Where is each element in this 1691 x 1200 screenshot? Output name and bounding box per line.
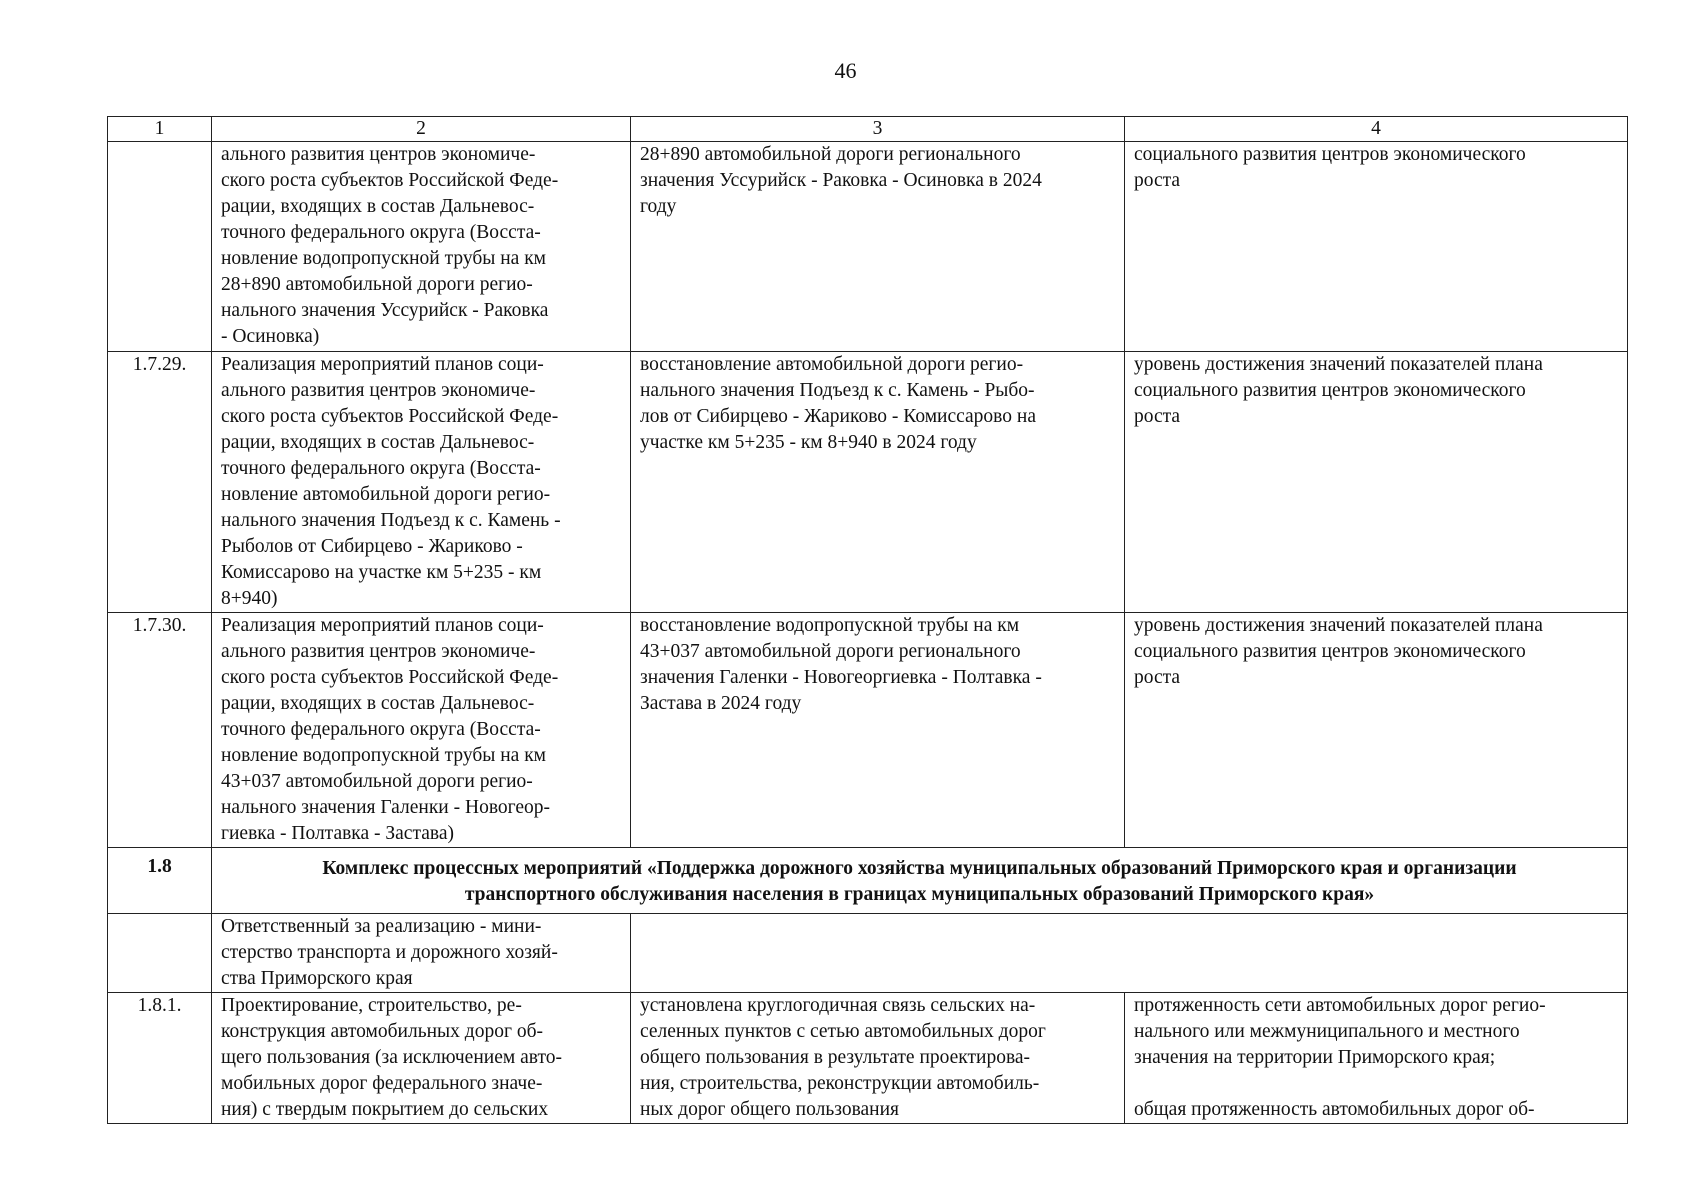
measure-indicator: социального развития центров экономического роста	[1125, 142, 1628, 352]
measure-indicator: уровень достижения значений показателей плана социального развития центров экономического роста	[1125, 613, 1628, 848]
section-number: 1.8	[108, 848, 212, 914]
section-title: Комплекс процессных мероприятий «Поддержка дорожного хозяйства муниципальных образований Приморского края и организации транспортного обслуживания населения в границах муниципальных образований Приморского края»	[212, 848, 1628, 914]
table-row	[108, 352, 1628, 613]
measure-result: 28+890 автомобильной дороги регионального значения Уссурийск - Раковка - Осиновка в 2024 году	[631, 142, 1125, 352]
measure-indicator: уровень достижения значений показателей плана социального развития центров экономического роста	[1125, 352, 1628, 613]
measure-name: Проектирование, строительство, ре- конструкция автомобильных дорог об- щего пользования (за исключением авто- мобильных дорог федерального значе- ния) с твердым покрытием до сельских	[212, 993, 631, 1124]
table-row	[108, 613, 1628, 848]
responsible-empty-span	[631, 914, 1628, 993]
table-row	[108, 142, 1628, 352]
row-number	[108, 142, 212, 352]
measure-name: Реализация мероприятий планов соци- ального развития центров экономиче- ского роста субъектов Российской Феде- рации, входящих в состав Дальневос- точного федерального округа (Восста- новление водопропускной трубы на км 43+037 автомобильной дороги регио- нального значения Галенки - Новогеор- гиевка - Полтавка - Застава)	[212, 613, 631, 848]
measures-table	[107, 116, 1628, 1124]
measure-result: установлена круглогодичная связь сельских на- селенных пунктов с сетью автомобильных дорог общего пользования в результате проектирова- ния, строительства, реконструкции автомобиль- ных дорог общего пользования	[631, 993, 1125, 1124]
table-row	[108, 993, 1628, 1124]
section-row	[108, 848, 1628, 914]
responsible-row	[108, 914, 1628, 993]
responsible-text: Ответственный за реализацию - мини- стерство транспорта и дорожного хозяй- ства Приморского края	[212, 914, 631, 993]
measure-result: восстановление водопропускной трубы на км 43+037 автомобильной дороги регионального значения Галенки - Новогеоргиевка - Полтавка - Застава в 2024 году	[631, 613, 1125, 848]
row-number: 1.7.29.	[108, 352, 212, 613]
column-number-3: 3	[631, 117, 1125, 142]
row-number: 1.8.1.	[108, 993, 212, 1124]
row-number: 1.7.30.	[108, 613, 212, 848]
measure-name: Реализация мероприятий планов соци- ального развития центров экономиче- ского роста субъектов Российской Феде- рации, входящих в состав Дальневос- точного федерального округа (Восста- новление автомобильной дороги регио- нального значения Подъезд к с. Камень - Рыболов от Сибирцево - Жариково - Комиссарово на участке км 5+235 - км 8+940)	[212, 352, 631, 613]
column-number-4: 4	[1125, 117, 1628, 142]
measure-name: ального развития центров экономиче- ского роста субъектов Российской Феде- рации, входящих в состав Дальневос- точного федерального округа (Восста- новление водопропускной трубы на км 28+890 автомобильной дороги регио- нального значения Уссурийск - Раковка - Осиновка)	[212, 142, 631, 352]
measure-result: восстановление автомобильной дороги регио- нального значения Подъезд к с. Камень - Рыбо- лов от Сибирцево - Жариково - Комиссарово на участке км 5+235 - км 8+940 в 2024 году	[631, 352, 1125, 613]
page-number: 46	[834, 58, 857, 83]
responsible-empty-cell	[108, 914, 212, 993]
column-number-2: 2	[212, 117, 631, 142]
measure-indicator: протяженность сети автомобильных дорог регио- нального или межмуниципального и местного значения на территории Приморского края; общая протяженность автомобильных дорог об-	[1125, 993, 1628, 1124]
column-number-1: 1	[108, 117, 212, 142]
column-number-row	[108, 117, 1628, 142]
